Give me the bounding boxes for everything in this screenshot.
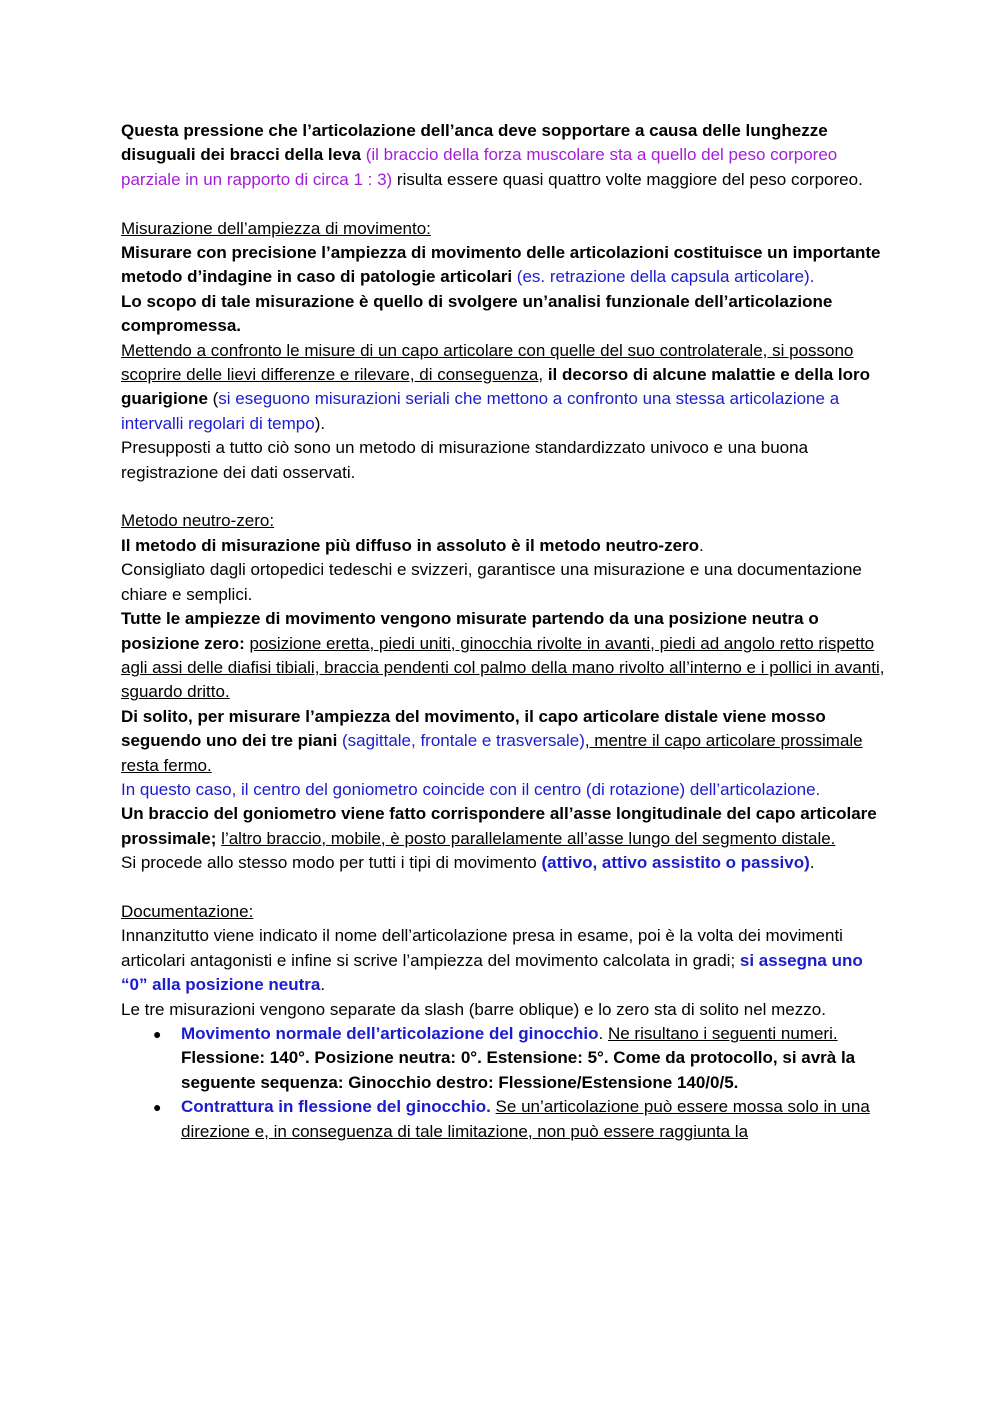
- bullet-icon: ●: [153, 1025, 162, 1042]
- neutral-paragraph-6: [121, 802, 885, 851]
- close-paren: ).: [314, 413, 326, 433]
- intro-bold-text: Questa pressione che l’articolazione dell’anca deve sopportare a causa delle lunghezze disuguali dei bracci della leva: [121, 121, 828, 165]
- period-text: .: [320, 975, 326, 995]
- doc-paragraph-2: Le tre misurazioni vengono separate da slash (barre oblique) e lo zero sta di solito nel mezzo.: [121, 999, 826, 1019]
- measurement-paragraph-4: Presupposti a tutto ciò sono un metodo di misurazione standardizzato univoco e una buona registrazione dei dati osservati.: [121, 438, 809, 482]
- measurement-blue-serial: si eseguono misurazioni seriali che mettono a confronto una stessa articolazione a intervalli regolari di tempo: [121, 389, 840, 433]
- doc-paragraph-1: [121, 924, 885, 997]
- measurement-paragraph-2: Lo scopo di tale misurazione è quello di svolgere un’analisi funzionale dell’articolazione compromessa.: [121, 291, 833, 336]
- neutral-underlined-arm: l’altro braccio, mobile, è posto parallelamente all’asse lungo del segmento distale.: [221, 828, 836, 848]
- neutral-bold-goniometer: Un braccio del goniometro viene fatto corrispondere all’asse longitudinale del capo articolare prossimale;: [121, 804, 877, 848]
- spacer: [121, 192, 885, 216]
- bullet-icon: ●: [153, 1099, 162, 1116]
- neutral-paragraph-5: In questo caso, il centro del goniometro coincide con il centro (di rotazione) dell’articolazione.: [121, 779, 821, 799]
- list-item-sep: .: [598, 1023, 608, 1043]
- doc-text: Innanzitutto viene indicato il nome dell’articolazione presa in esame, poi è la volta dei movimenti articolari antagonisti e infine si scrive l’ampiezza del movimento calcolata in gradi;: [121, 926, 843, 970]
- intro-paragraph: [121, 119, 885, 192]
- measurement-bold-decorso: il decorso di alcune malattie e della loro guarigione: [121, 365, 870, 409]
- neutral-blue-planes: (sagittale, frontale e trasversale): [337, 731, 585, 751]
- section-heading-neutral-zero: Metodo neutro-zero:: [121, 511, 275, 531]
- spacer: [121, 485, 885, 509]
- spacer: [121, 876, 885, 900]
- neutral-bold-position: Tutte le ampiezze di movimento vengono misurate partendo da una posizione neutra o posizione zero:: [121, 609, 819, 653]
- doc-blue-bold-zero: si assegna uno “0” alla posizione neutra: [121, 950, 863, 995]
- measurement-bold-text: Misurare con precisione l’ampiezza di movimento delle articolazioni costituisce un importante metodo d’indagine in caso di patologie articolari: [121, 243, 881, 287]
- section-heading-measurement: Misurazione dell’ampiezza di movimento:: [121, 218, 431, 238]
- neutral-blue-bold-types: (attivo, attivo assistito o passivo): [541, 853, 810, 873]
- neutral-paragraph-2: Consigliato dagli ortopedici tedeschi e svizzeri, garantisce una misurazione e una documentazione chiare e semplici.: [121, 560, 862, 604]
- neutral-paragraph-1: [121, 534, 885, 558]
- measurement-paragraph-3: [121, 339, 885, 437]
- period-text: .: [809, 853, 815, 873]
- neutral-paragraph-7: [121, 851, 885, 875]
- measurement-blue-note: (es. retrazione della capsula articolare).: [512, 267, 815, 287]
- open-paren: (: [207, 389, 219, 409]
- neutral-paragraph-3: [121, 607, 885, 705]
- list-item-underlined: Ne risultano i seguenti numeri.: [607, 1023, 838, 1043]
- document-page: [121, 119, 885, 1144]
- list-item-underlined: Se un’articolazione può essere mossa solo in una direzione e, in conseguenza di tale limitazione, non può essere raggiunta la: [181, 1097, 870, 1141]
- list-item: [153, 1022, 885, 1095]
- neutral-text: Si procede allo stesso modo per tutti i tipi di movimento: [121, 853, 542, 873]
- list-item-title: Movimento normale dell’articolazione del ginocchio: [181, 1023, 599, 1043]
- list-item-bold: Flessione: 140°. Posizione neutra: 0°. Estensione: 5°. Come da protocollo, si avrà la seguente sequenza: Ginocchio destro: Flessione/Estensione 140/0/5.: [181, 1048, 856, 1092]
- neutral-bold-planes: Di solito, per misurare l’ampiezza del movimento, il capo articolare distale viene mosso seguendo uno dei tre piani: [121, 706, 826, 751]
- measurement-paragraph-1: [121, 241, 885, 290]
- comma-text: ,: [538, 365, 548, 385]
- intro-text: risulta essere quasi quattro volte maggiore del peso corporeo.: [392, 169, 863, 189]
- doc-bullet-list: [121, 1022, 885, 1144]
- intro-magenta-note: (il braccio della forza muscolare sta a quello del peso corporeo parziale in un rapporto di circa 1 : 3): [121, 145, 838, 189]
- list-item: [153, 1095, 885, 1144]
- period-text: .: [699, 535, 704, 555]
- neutral-underlined-proximal: , mentre il capo articolare prossimale resta fermo.: [121, 731, 863, 775]
- neutral-underlined-position: posizione eretta, piedi uniti, ginocchia rivolte in avanti, piedi ad angolo retto rispetto agli assi delle diafisi tibiali, braccia pendenti col palmo della mano rivolto all’interno e i pollici in avanti, sguardo dritto.: [121, 633, 885, 702]
- neutral-paragraph-4: [121, 705, 885, 778]
- neutral-bold-text: Il metodo di misurazione più diffuso in assoluto è il metodo neutro-zero: [121, 535, 700, 555]
- section-heading-documentation: Documentazione:: [121, 901, 254, 921]
- list-item-title: Contrattura in flessione del ginocchio.: [181, 1097, 491, 1117]
- measurement-underlined-text: Mettendo a confronto le misure di un capo articolare con quelle del suo controlaterale, si possono scoprire delle lievi differenze e rilevare, di conseguenza: [121, 340, 854, 385]
